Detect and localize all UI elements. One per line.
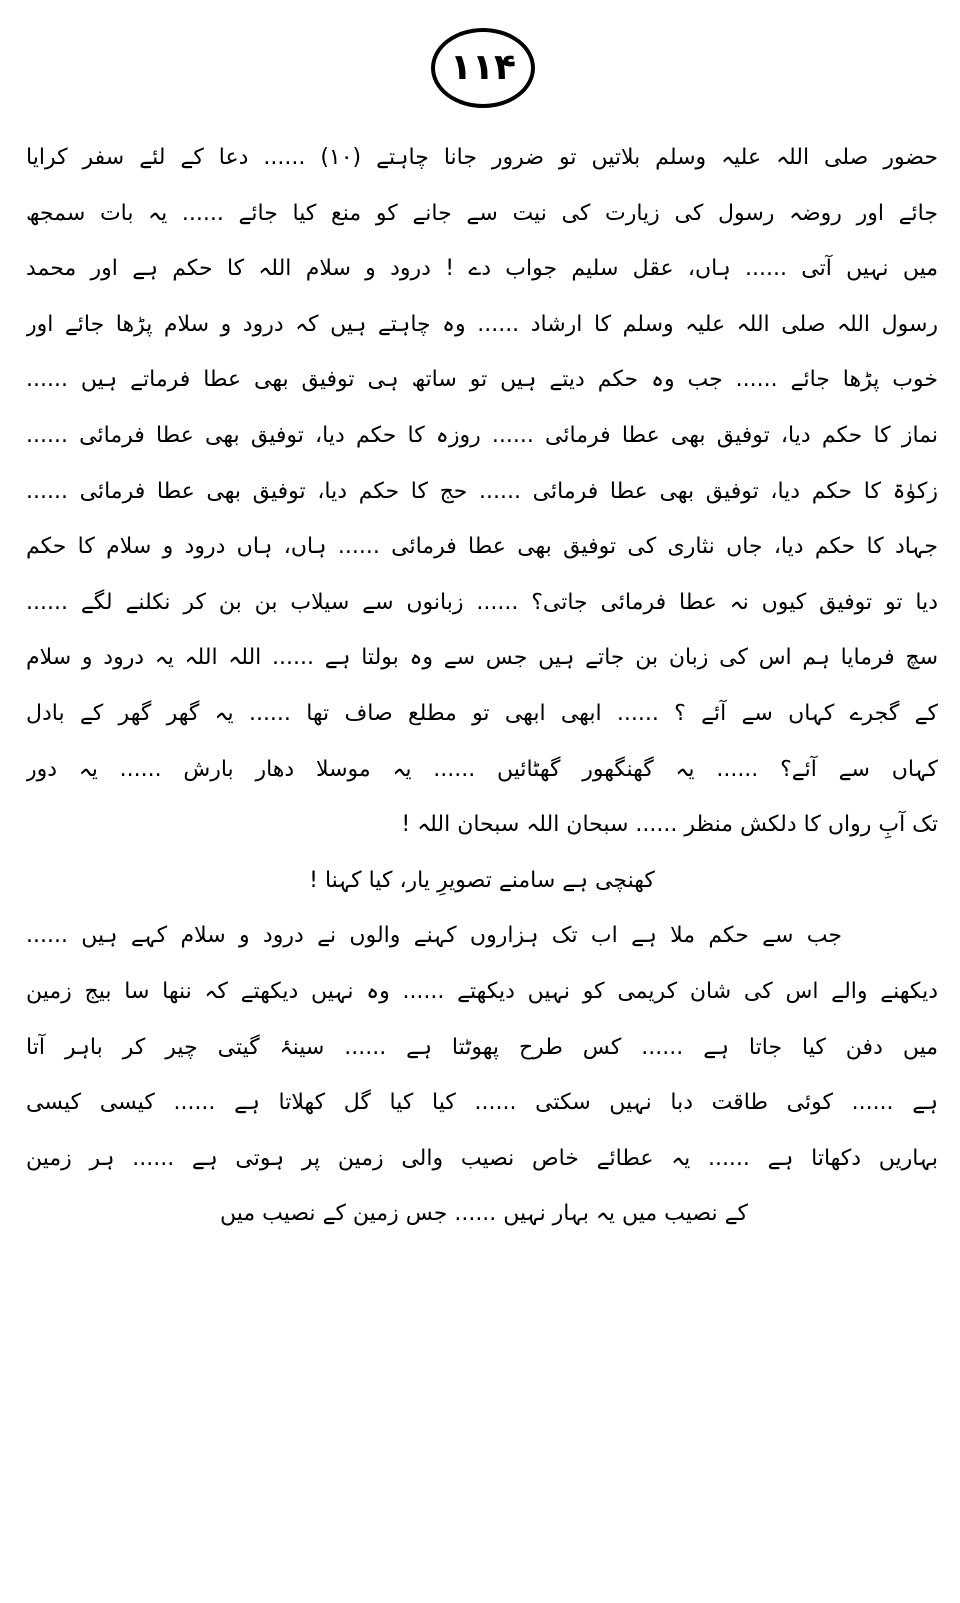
text-line: حضور صلی اللہ علیہ وسلم بلاتیں تو ضرور جانا چاہتے (۱۰) ...... دعا کے لئے سفر کرایا (26, 145, 938, 170)
text-line: تک آبِ رواں کا دلکش منظر ...... سبحان اللہ سبحان اللہ ! (401, 812, 938, 838)
text-line: میں دفن کیا جاتا ہے ...... کس طرح پھوٹتا ہے ...... سینۂ گیتی چیر کر باہر آتا (26, 1034, 938, 1060)
text-line: ہے ...... کوئی طاقت دبا نہیں سکتی ...... کیا کیا گل کھلاتا ہے ...... کیسی کیسی (26, 1090, 938, 1116)
text-line: بہاریں دکھاتا ہے ...... یہ عطائے خاص نصیب والی زمین پر ہوتی ہے ...... ہر زمین (26, 1145, 938, 1171)
text-line: جب سے حکم ملا ہے اب تک ہزاروں کہنے والوں نے درود و سلام کہے ہیں ...... (26, 923, 842, 949)
text-line: رسول اللہ صلی اللہ علیہ وسلم کا ارشاد ...... وہ چاہتے ہیں کہ درود و سلام پڑھا جائے اور (26, 311, 938, 337)
text-line: زکوٰۃ کا حکم دیا، توفیق بھی عطا فرمائی ...... حج کا حکم دیا، توفیق بھی عطا فرمائی ...... (26, 478, 938, 504)
text-line: دیا تو توفیق کیوں نہ عطا فرمائی جاتی؟ ...... زبانوں سے سیلاب بن بن کر نکلنے لگے ...... (26, 589, 938, 615)
text-line: سچ فرمایا ہم اس کی زبان بن جاتے ہیں جس سے وہ بولتا ہے ...... اللہ اللہ یہ درود و سلام (26, 645, 938, 671)
text-line: دیکھنے والے اس کی شان کریمی کو نہیں دیکھتے ...... وہ نہیں دیکھتے کہ ننھا سا بیج زمین (26, 978, 938, 1004)
page-number: ۱۱۴ (450, 47, 516, 88)
text-line: میں نہیں آتی ...... ہاں، عقل سلیم جواب دے ! درود و سلام اللہ کا حکم ہے اور محمد (26, 256, 938, 282)
text-line: جہاد کا حکم دیا، جاں نثاری کی توفیق بھی عطا فرمائی ...... ہاں، ہاں درود و سلام کا حکم (26, 534, 938, 560)
page-body (26, 130, 938, 1242)
text-line: جائے اور روضہ رسول کی زیارت کی نیت سے جانے کو منع کیا جائے ...... یہ بات سمجھ (26, 200, 938, 226)
text-line: خوب پڑھا جائے ...... جب وہ حکم دیتے ہیں تو ساتھ ہی توفیق بھی عطا فرماتے ہیں ...... (26, 367, 938, 393)
text-line: کہاں سے آئے؟ ...... یہ گھنگھور گھٹائیں ...... یہ موسلا دھار بارش ...... یہ دور (26, 756, 938, 782)
text-line: کے نصیب میں یہ بہار نہیں ...... جس زمین کے نصیب میں (219, 1201, 748, 1227)
text-line: کے گجرے کہاں سے آئے ؟ ...... ابھی ابھی تو مطلع صاف تھا ...... یہ گھر گھر کے بادل (26, 700, 938, 726)
page-number-badge (431, 28, 535, 108)
verse-line: کھنچی ہے سامنے تصویرِ یار، کیا کہنا ! (309, 867, 655, 893)
text-line: نماز کا حکم دیا، توفیق بھی عطا فرمائی ...... روزہ کا حکم دیا، توفیق بھی عطا فرمائی ...... (26, 422, 938, 448)
